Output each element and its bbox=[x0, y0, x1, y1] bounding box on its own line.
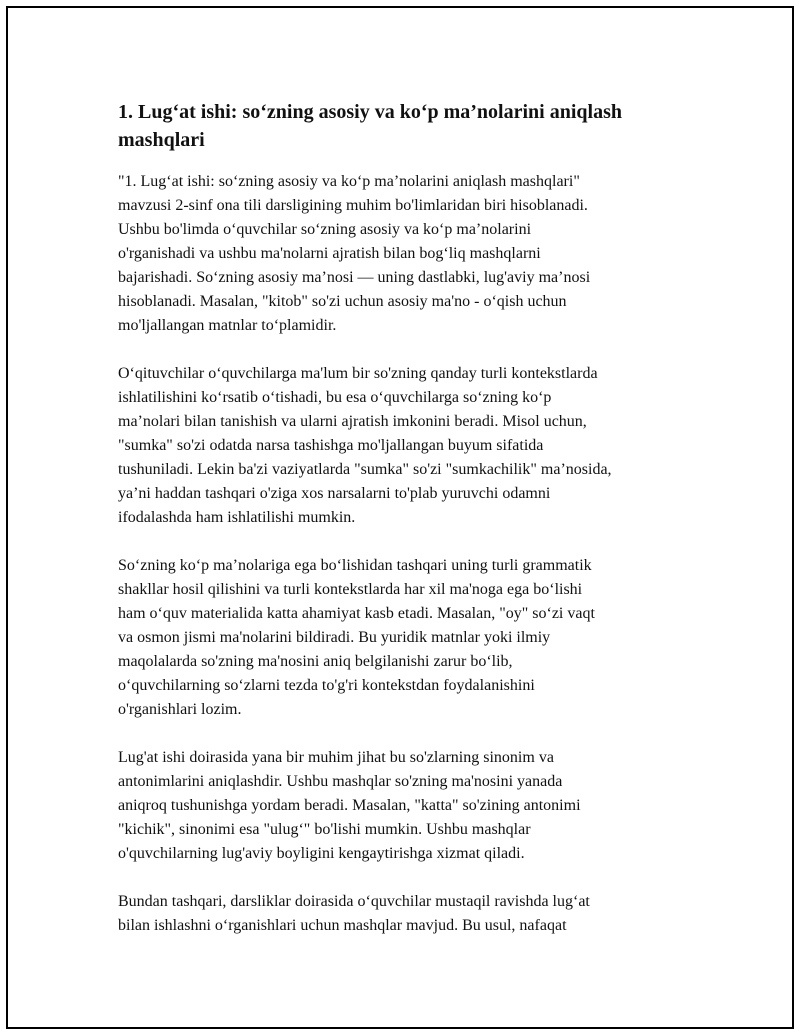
title-line: mashqlari bbox=[118, 129, 205, 151]
page-frame bbox=[6, 6, 794, 1029]
paragraph-1 bbox=[118, 170, 708, 338]
text-line: va osmon jismi ma'nolarini bildiradi. Bu yuridik matnlar yoki ilmiy bbox=[118, 629, 551, 646]
text-line: maqolalarda so'zning ma'nosini aniq belgilanishi zarur bo‘lib, bbox=[118, 653, 513, 670]
text-line: o'rganishlari lozim. bbox=[118, 701, 242, 718]
text-line: o‘quvchilarning so‘zlarni tezda to'g'ri kontekstdan foydalanishini bbox=[118, 677, 535, 694]
text-line: O‘qituvchilar o‘quvchilarga ma'lum bir so'zning qanday turli kontekstlarda bbox=[118, 365, 598, 382]
document-title bbox=[118, 98, 708, 154]
text-line: "sumka" so'zi odatda narsa tashishga mo'ljallangan buyum sifatida bbox=[118, 437, 544, 454]
text-line: Ushbu bo'limda o‘quvchilar so‘zning asosiy va ko‘p ma’nolarini bbox=[118, 221, 532, 238]
text-line: Lug'at ishi doirasida yana bir muhim jihat bu so'zlarning sinonim va bbox=[118, 749, 554, 766]
title-line: 1. Lug‘at ishi: so‘zning asosiy va ko‘p ma’nolarini aniqlash bbox=[118, 101, 622, 123]
text-line: mavzusi 2-sinf ona tili darsligining muhim bo'limlaridan biri hisoblanadi. bbox=[118, 197, 588, 214]
text-line: ma’nolari bilan tanishish va ularni ajratish imkonini beradi. Misol uchun, bbox=[118, 413, 587, 430]
text-line: antonimlarini aniqlashdir. Ushbu mashqlar so'zning ma'nosini yanada bbox=[118, 773, 563, 790]
text-line: bajarishadi. So‘zning asosiy ma’nosi — uning dastlabki, lug'aviy ma’nosi bbox=[118, 269, 591, 286]
text-line: o'quvchilarning lug'aviy boyligini kengaytirishga xizmat qiladi. bbox=[118, 845, 525, 862]
text-line: ishlatilishini ko‘rsatib o‘tishadi, bu esa o‘quvchilarga so‘zning ko‘p bbox=[118, 389, 552, 406]
paragraph-5 bbox=[118, 890, 708, 938]
text-line: hisoblanadi. Masalan, "kitob" so'zi uchun asosiy ma'no - o‘qish uchun bbox=[118, 293, 567, 310]
text-line: Bundan tashqari, darsliklar doirasida o‘quvchilar mustaqil ravishda lug‘at bbox=[118, 893, 590, 910]
text-line: "kichik", sinonimi esa "ulug‘" bo'lishi mumkin. Ushbu mashqlar bbox=[118, 821, 531, 838]
text-line: o'rganishadi va ushbu ma'nolarni ajratish bilan bog‘liq mashqlarni bbox=[118, 245, 541, 262]
text-line: ifodalashda ham ishlatilishi mumkin. bbox=[118, 509, 356, 526]
text-line: "1. Lug‘at ishi: so‘zning asosiy va ko‘p ma’nolarini aniqlash mashqlari" bbox=[118, 173, 580, 190]
text-line: bilan ishlashni o‘rganishlari uchun mashqlar mavjud. Bu usul, nafaqat bbox=[118, 917, 567, 934]
paragraph-4 bbox=[118, 746, 708, 866]
paragraph-2 bbox=[118, 362, 708, 530]
text-line: ham o‘quv materialida katta ahamiyat kasb etadi. Masalan, "oy" so‘zi vaqt bbox=[118, 605, 595, 622]
text-line: tushuniladi. Lekin ba'zi vaziyatlarda "sumka" so'zi "sumkachilik" ma’nosida, bbox=[118, 461, 612, 478]
text-line: aniqroq tushunishga yordam beradi. Masalan, "katta" so'zining antonimi bbox=[118, 797, 581, 814]
text-line: shakllar hosil qilishini va turli kontekstlarda har xil ma'noga ega bo‘lishi bbox=[118, 581, 583, 598]
text-line: mo'ljallangan matnlar to‘plamidir. bbox=[118, 317, 337, 334]
paragraph-3 bbox=[118, 554, 708, 722]
text-line: So‘zning ko‘p ma’nolariga ega bo‘lishidan tashqari uning turli grammatik bbox=[118, 557, 592, 574]
text-line: ya’ni haddan tashqari o'ziga xos narsalarni to'plab yuruvchi odamni bbox=[118, 485, 551, 502]
document-body bbox=[118, 98, 708, 962]
